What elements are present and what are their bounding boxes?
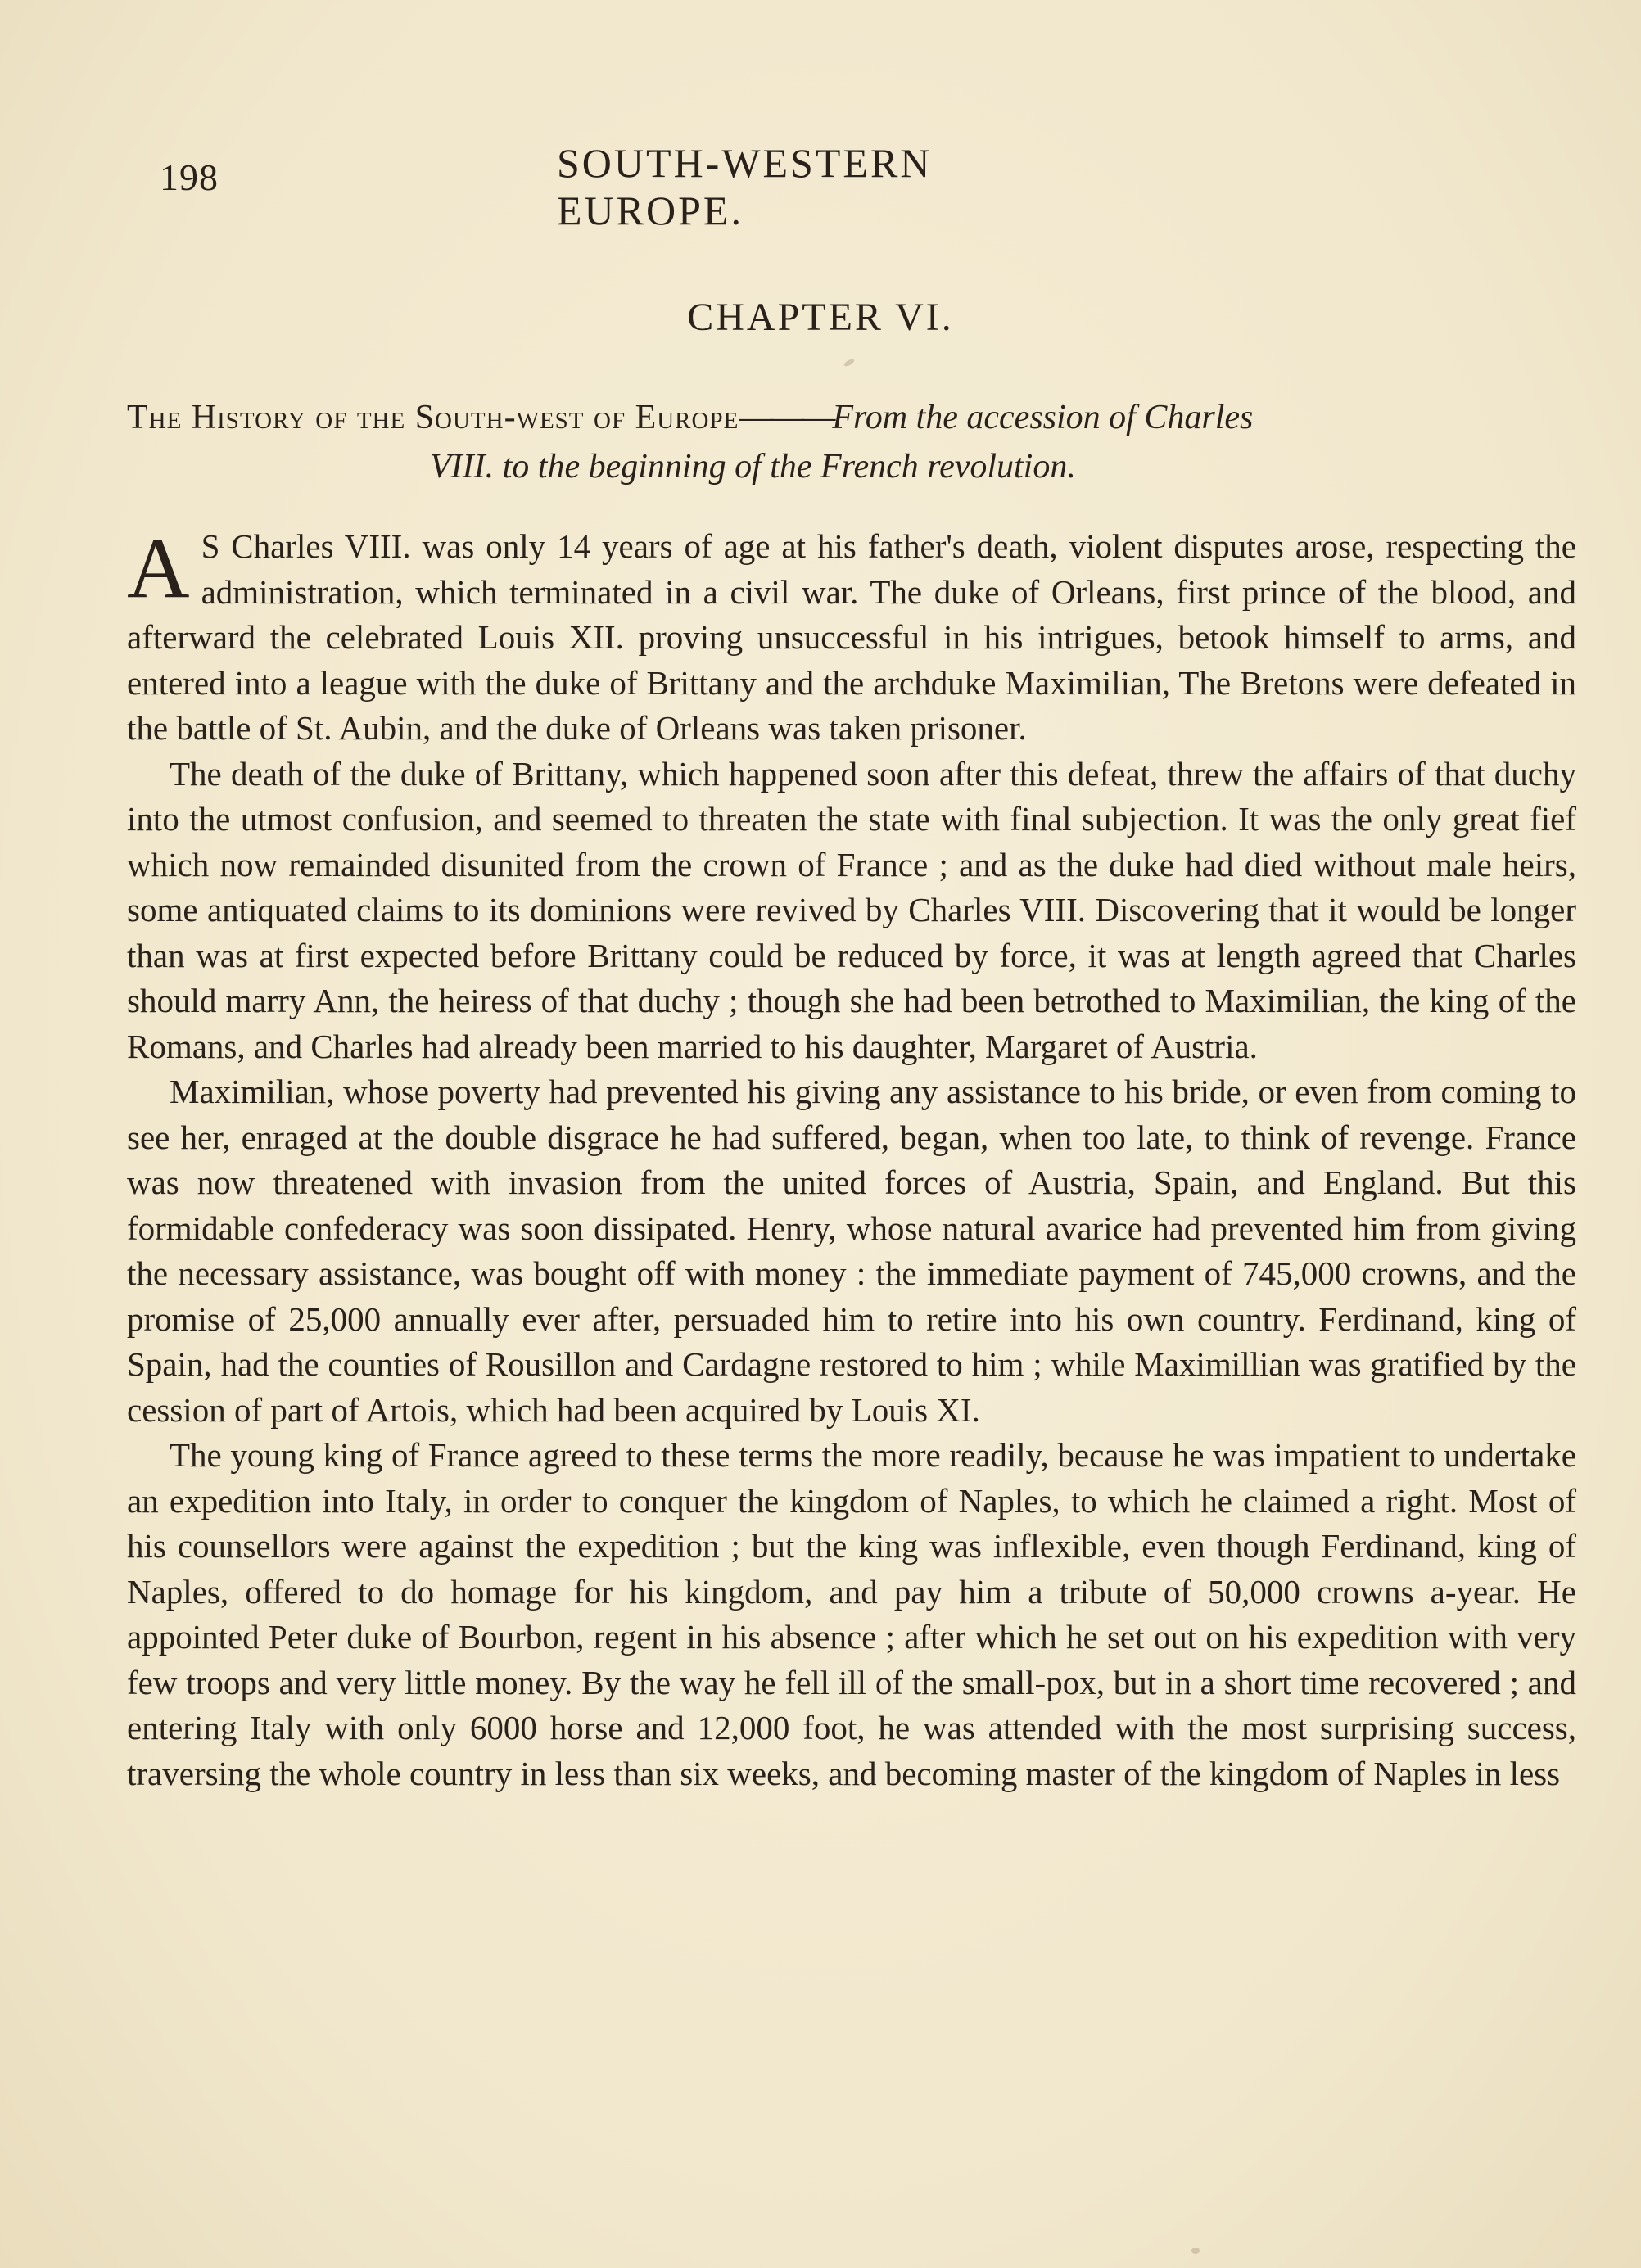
paragraph-3: Maximilian, whose poverty had prevented his giving any assistance to his bride, or even from coming to see her, enraged at the double disgrace he had suffered, began, when too late, to think of revenge. France was now threatened with invasion from the united forces of Austria, Spain, and England. But this formidable confederacy was soon dissipated. Henry, whose natural avarice had prevented him from giving the necessary assistance, was bought off with money : the immediate payment of 745,000 crowns, and the promise of 25,000 annually ever after, persuaded him to retire into his own country. Ferdinand, king of Spain, had the counties of Rousillon and Cardagne restored to him ; while Maximillian was gratified by the cession of part of Artois, which had been acquired by Louis XI. [127,1073,1576,1429]
ink-speck [843,358,855,368]
drop-cap: A [127,520,190,616]
chapter-summary-subject: The History of the South-west of Europe [127,399,739,436]
paragraph-1-text: S Charles VIII. was only 14 years of age at his father's death, violent disputes arose, respecting the administration, which terminated in a civil war. The duke of Orleans, first prince of the blood, and afterward the celebrated Louis XII. proving unsuccessful in his intrigues, betook himself to arms, and entered into a league with the duke of Brittany and the archduke Maximilian, The Bretons were defeated in the battle of St. Aubin, and the duke of Orleans was taken prisoner. [127,527,1576,747]
chapter-summary-dash: ——— [739,399,833,436]
page-number: 198 [160,156,219,198]
running-head: SOUTH-WESTERN EUROPE. [557,140,933,233]
chapter-summary-period-line2: VIII. to the beginning of the French revolution. [430,448,1076,486]
paragraph-4: The young king of France agreed to these terms the more readily, because he was impatient to undertake an expedition into Italy, in order to conquer the kingdom of Naples, to which he claimed a right. Most of his counsellors were against the expedition ; but the king was inflexible, even though Ferdinand, king of Naples, offered to do homage for his kingdom, and pay him a tribute of 50,000 crowns a-year. He appointed Peter duke of Bourbon, regent in his absence ; after which he set out on his expedition with very few troops and very little money. By the way he fell ill of the small-pox, but in a short time recovered ; and entering Italy with only 6000 horse and 12,000 foot, he was attended with the most surprising success, traversing the whole country in less than six weeks, and becoming master of the kingdom of Naples in less [127,1436,1576,1792]
chapter-title: CHAPTER VI. [687,296,954,339]
ink-speck [1191,2248,1200,2254]
chapter-summary-period-line1: From the accession of Charles [832,399,1254,436]
chapter-summary [127,393,1568,491]
body-text [127,520,1576,1796]
paragraph-2: The death of the duke of Brittany, which happened soon after this defeat, threw the affairs of that duchy into the utmost confusion, and seemed to threaten the state with final subjection. It was the only great fief which now remainded disunited from the crown of France ; and as the duke had died without male heirs, some antiquated claims to its dominions were revived by Charles VIII. Discovering that it would be longer than was at first expected before Brittany could be reduced by force, it was at length agreed that Charles should marry Ann, the heiress of that duchy ; though she had been betrothed to Maximilian, the king of the Romans, and Charles had already been married to his daughter, Margaret of Austria. [127,754,1576,1065]
paragraph-1 [127,520,1576,752]
